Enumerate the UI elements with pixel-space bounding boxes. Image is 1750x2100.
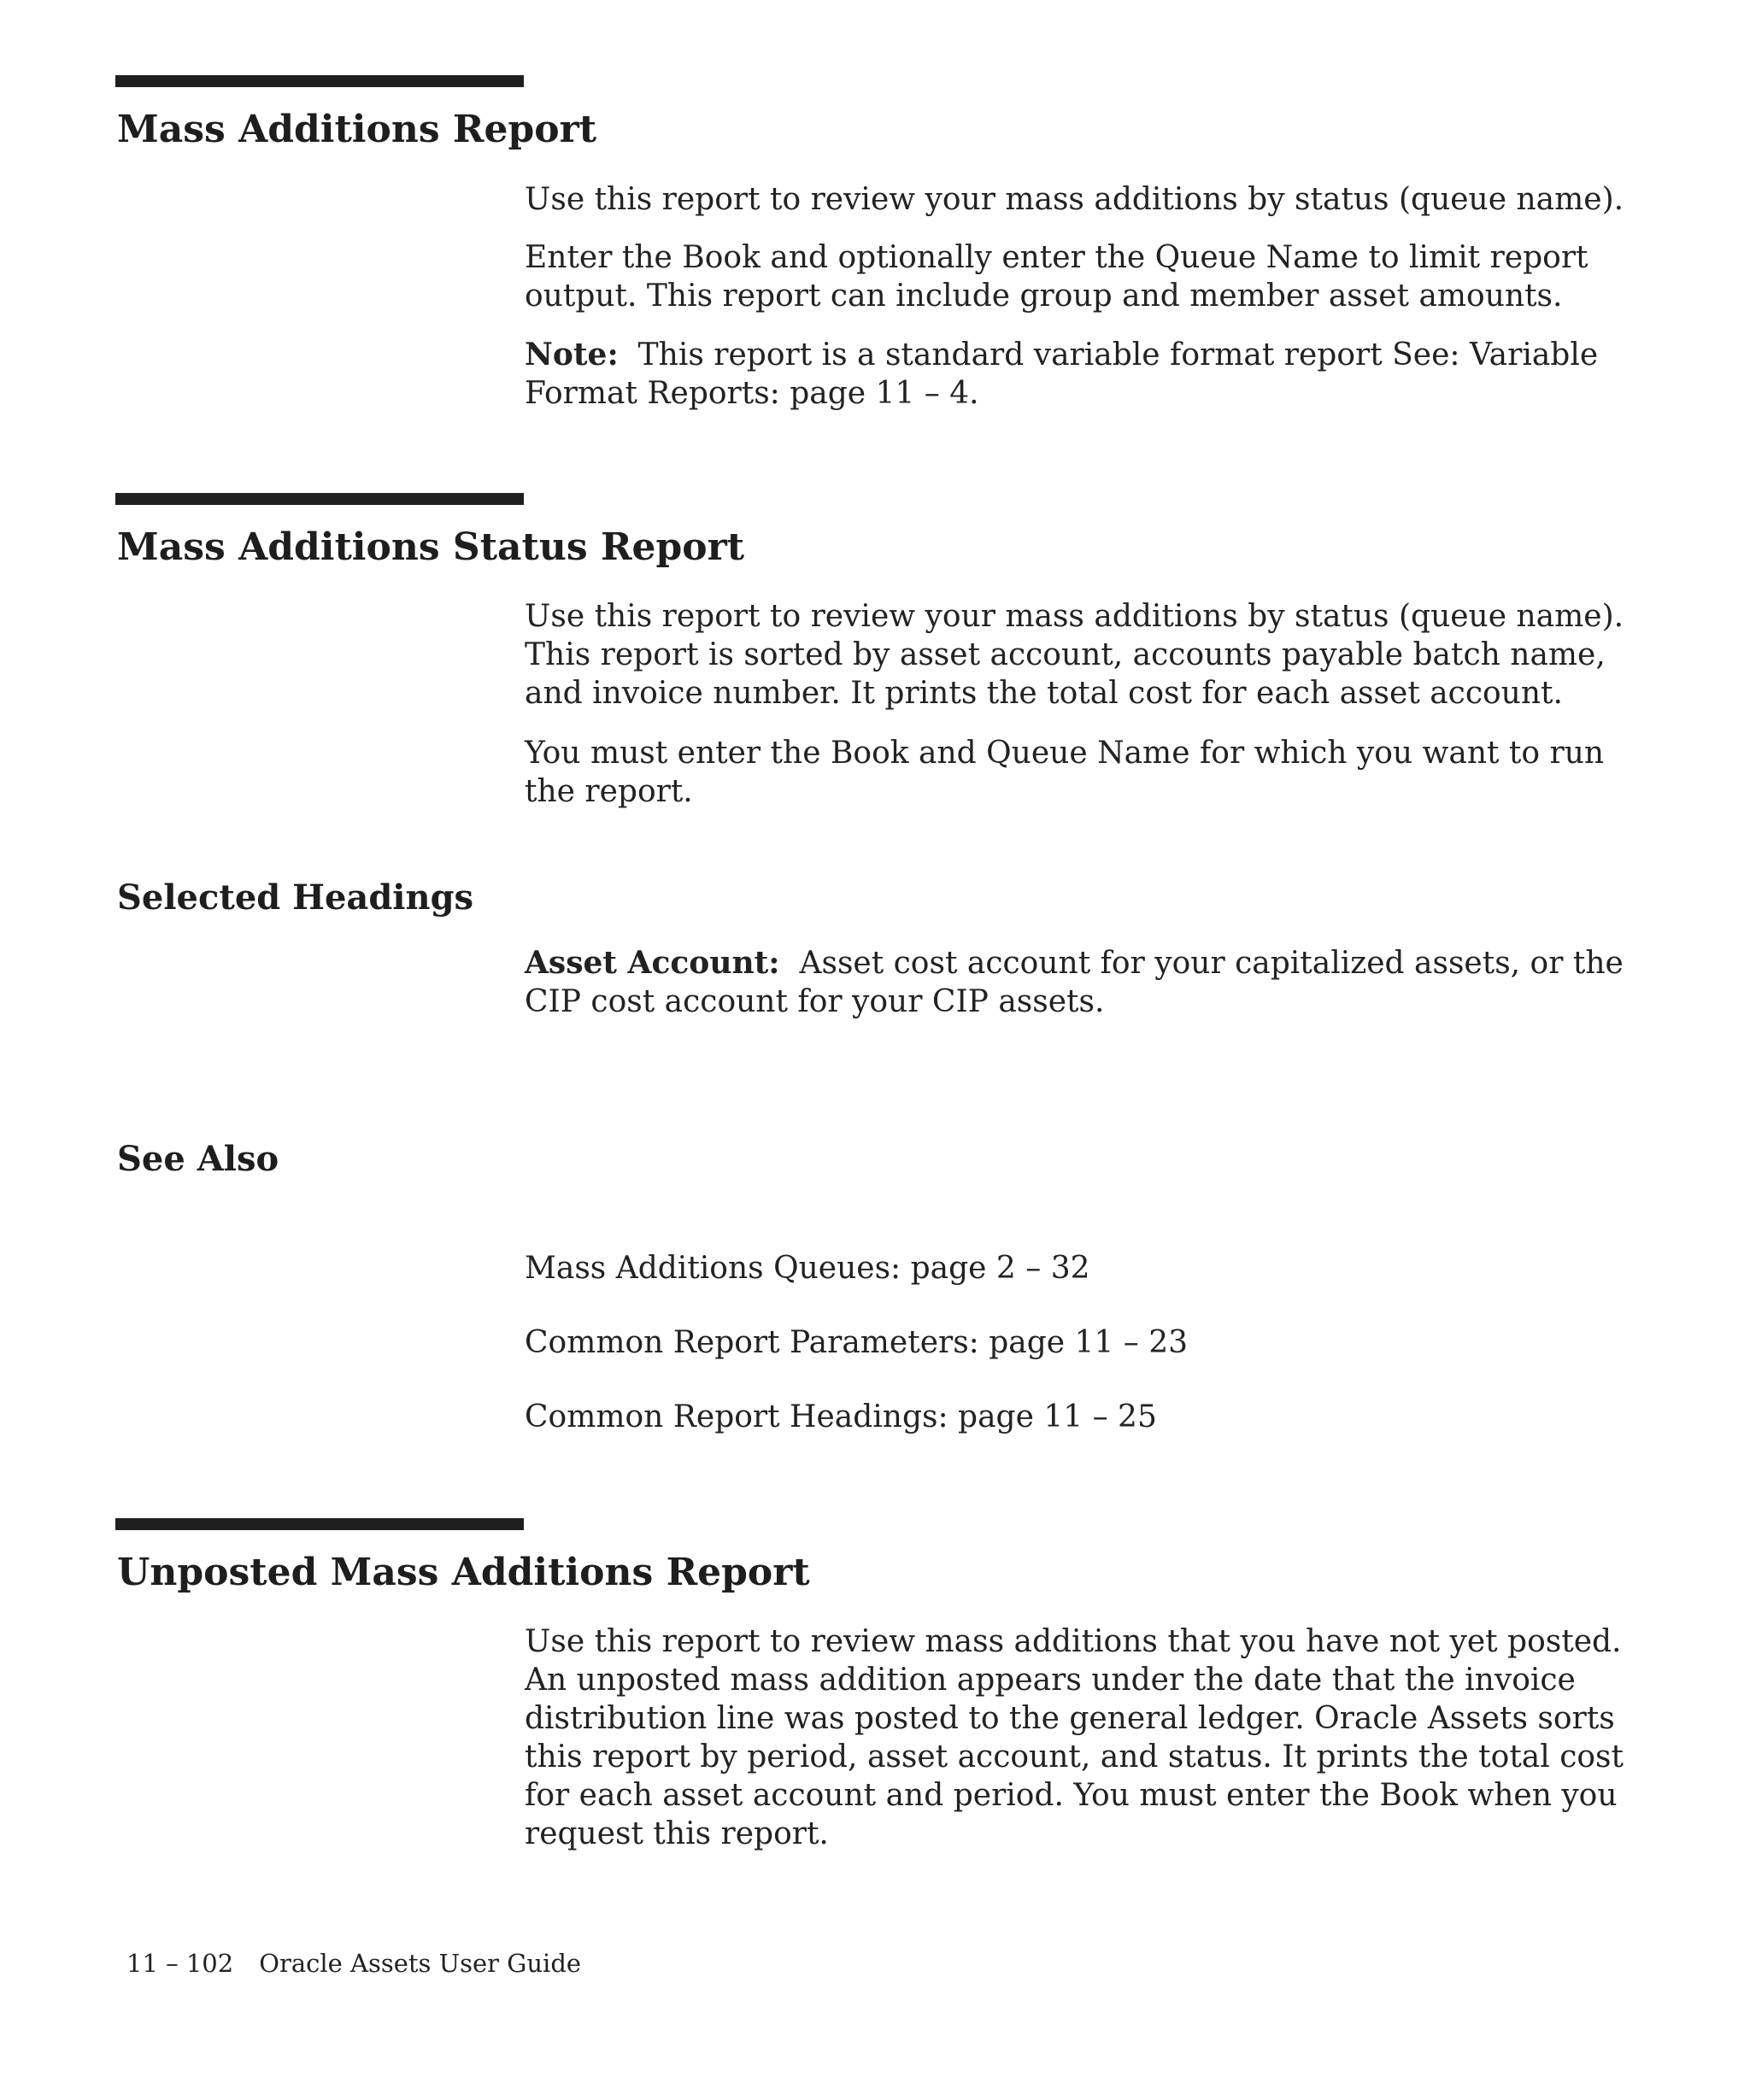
heading-selected-headings: Selected Headings [117,877,474,918]
section-rule-unposted [115,1518,524,1530]
note-label: Note: [525,337,619,372]
asset-account-definition [525,944,1653,1021]
section-rule-mass-additions [115,75,524,87]
mass-additions-status-intro: Use this report to review your mass additions by status (queue name). This report is sorted by asset account, accounts payable batch name, and invoice number. It prints the total cost for each asset account. [525,599,1624,711]
mass-additions-note [525,336,1653,413]
see-also-link-mass-additions-queues[interactable]: Mass Additions Queues: page 2 – 32 [525,1251,1090,1286]
heading-unposted-mass-additions-report: Unposted Mass Additions Report [117,1551,810,1594]
mass-additions-book-param: Enter the Book and optionally enter the Queue Name to limit report output. This report can include group and member asset amounts. [525,240,1589,314]
mass-additions-intro: Use this report to review your mass additions by status (queue name). [525,182,1624,217]
asset-account-label: Asset Account: [525,945,780,981]
page-footer [126,1948,581,1979]
footer-page-number: 11 – 102 [126,1949,234,1978]
asset-account-text: Asset cost account for your capitalized assets, or the CIP cost account for your CIP assets. [525,946,1624,1019]
mass-additions-status-params: You must enter the Book and Queue Name for which you want to run the report. [525,736,1605,809]
heading-mass-additions-report: Mass Additions Report [117,108,597,151]
heading-mass-additions-status-report: Mass Additions Status Report [117,525,745,569]
unposted-description: Use this report to review mass additions that you have not yet posted. An unposted mass addition appears under the date that the invoice distribution line was posted to the general ledger. Oracle Assets sorts this report by period, asset account, and status. It prints the total cost for each asset account and period. You must enter the Book when you request this report. [525,1624,1624,1851]
heading-see-also: See Also [117,1139,279,1179]
section-rule-mass-additions-status [115,493,524,505]
note-text: This report is a standard variable format report See: Variable Format Reports: page 11 – 4. [525,337,1599,411]
see-also-link-common-report-parameters[interactable]: Common Report Parameters: page 11 – 23 [525,1325,1189,1360]
footer-guide-title: Oracle Assets User Guide [259,1949,582,1978]
see-also-link-common-report-headings[interactable]: Common Report Headings: page 11 – 25 [525,1399,1157,1434]
